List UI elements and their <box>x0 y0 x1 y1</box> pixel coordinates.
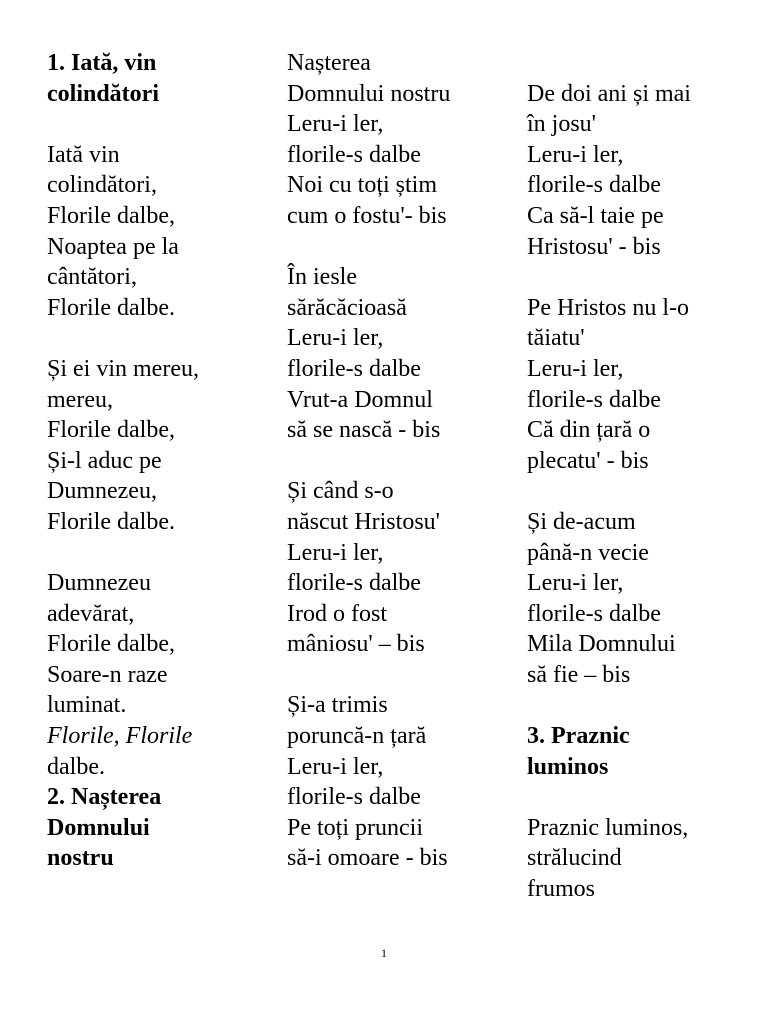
lyric-line: Dumnezeu, <box>47 478 157 505</box>
lyric-line: Florile dalbe, <box>47 202 175 229</box>
lyric-line: Vrut-a Domnul <box>287 386 433 413</box>
lyric-line: În iesle <box>287 264 357 291</box>
lyric-line: Nașterea <box>287 50 371 76</box>
lyric-line: Hristosu' - bis <box>527 233 661 260</box>
lyric-line <box>527 262 749 293</box>
lyric-line: Că din țară o <box>527 417 651 444</box>
lyric-line: Leru-i ler, <box>287 325 384 352</box>
lyric-line: Florile dalbe. <box>47 294 175 321</box>
lyric-line: adevărat, <box>47 600 135 627</box>
lyric-line: Și când s-o <box>287 478 394 505</box>
lyric-line: florile-s dalbe <box>287 355 421 382</box>
lyric-line: plecatu' - bis <box>527 447 649 474</box>
song-title-line: nostru <box>47 845 114 872</box>
lyric-line <box>287 232 509 263</box>
lyric-line: Și ei vin mereu, <box>47 355 199 382</box>
lyric-line <box>527 48 749 79</box>
lyric-line: Florile dalbe. <box>47 508 175 535</box>
lyric-line: cum o fostu'- bis <box>287 202 447 229</box>
lyric-line: florile-s dalbe <box>527 172 661 199</box>
lyric-line: Iată vin <box>47 141 120 168</box>
lyric-line: De doi ani și mai <box>527 80 691 107</box>
song-title-line: 2. Nașterea <box>47 784 162 811</box>
lyric-line: cântători, <box>47 264 137 291</box>
lyric-line <box>527 690 749 721</box>
lyric-line: Praznic luminos, <box>527 814 689 841</box>
lyric-line: Leru-i ler, <box>527 141 624 168</box>
lyric-line: florile-s dalbe <box>287 141 421 168</box>
lyric-line: Pe toți pruncii <box>287 814 423 841</box>
lyric-line: Noaptea pe la <box>47 233 179 260</box>
lyric-line <box>287 446 509 477</box>
text-column-1 <box>47 48 269 874</box>
lyric-line: florile-s dalbe <box>287 570 421 597</box>
lyric-line: Mila Domnului <box>527 631 676 658</box>
lyric-line: sărăcăcioasă <box>287 294 407 321</box>
lyric-line: mereu, <box>47 386 113 413</box>
lyric-line: Domnului nostru <box>287 80 451 107</box>
lyric-line: Soare-n raze <box>47 661 168 688</box>
lyric-line: Florile dalbe, <box>47 417 175 444</box>
lyric-line <box>287 660 509 691</box>
lyric-line: în josu' <box>527 111 596 138</box>
lyric-line: tăiatu' <box>527 325 585 352</box>
lyric-line <box>527 782 749 813</box>
lyric-line: luminat. <box>47 692 127 719</box>
lyric-line: Pe Hristos nu l-o <box>527 294 689 321</box>
lyric-line: Leru-i ler, <box>287 753 384 780</box>
text-column-2 <box>287 48 509 874</box>
lyric-line: poruncă-n țară <box>287 723 427 750</box>
lyric-line: florile-s dalbe <box>527 600 661 627</box>
lyric-line: să-i omoare - bis <box>287 845 448 872</box>
lyric-line: Leru-i ler, <box>527 570 624 597</box>
lyric-line: Și-l aduc pe <box>47 447 162 474</box>
lyric-line: Leru-i ler, <box>287 111 384 138</box>
lyric-line: Și-a trimis <box>287 692 388 719</box>
lyric-line: Și de-acum <box>527 508 636 535</box>
lyric-line: frumos <box>527 876 595 903</box>
lyric-line: strălucind <box>527 845 622 872</box>
song-title-line: 1. Iată, vin <box>47 50 157 76</box>
lyric-line: Florile dalbe, <box>47 631 175 658</box>
lyric-line: mâniosu' – bis <box>287 631 425 658</box>
lyric-line <box>47 323 269 354</box>
lyric-line <box>47 109 269 140</box>
lyric-line: născut Hristosu' <box>287 508 440 535</box>
lyric-line: colindători, <box>47 172 157 199</box>
lyric-line: dalbe. <box>47 753 105 780</box>
lyric-line: Leru-i ler, <box>527 355 624 382</box>
song-title-line: 3. Praznic <box>527 723 630 750</box>
lyric-line: Ca să-l taie pe <box>527 202 664 229</box>
song-title-line: luminos <box>527 753 609 780</box>
song-title-line: Domnului <box>47 814 150 841</box>
lyric-line: Florile, Florile <box>47 723 193 750</box>
page-number: 1 <box>381 946 387 960</box>
lyric-line: Leru-i ler, <box>287 539 384 566</box>
lyric-line: să se nască - bis <box>287 417 441 444</box>
lyric-line: Irod o fost <box>287 600 387 627</box>
lyric-line <box>527 476 749 507</box>
lyric-line: să fie – bis <box>527 661 631 688</box>
song-title-line: colindători <box>47 80 159 107</box>
lyric-line: florile-s dalbe <box>287 784 421 811</box>
lyric-line: florile-s dalbe <box>527 386 661 413</box>
text-column-3 <box>527 48 749 905</box>
lyric-line: Noi cu toți știm <box>287 172 437 199</box>
lyric-line: Dumnezeu <box>47 570 151 597</box>
lyric-line: până-n vecie <box>527 539 649 566</box>
lyric-line <box>47 538 269 569</box>
